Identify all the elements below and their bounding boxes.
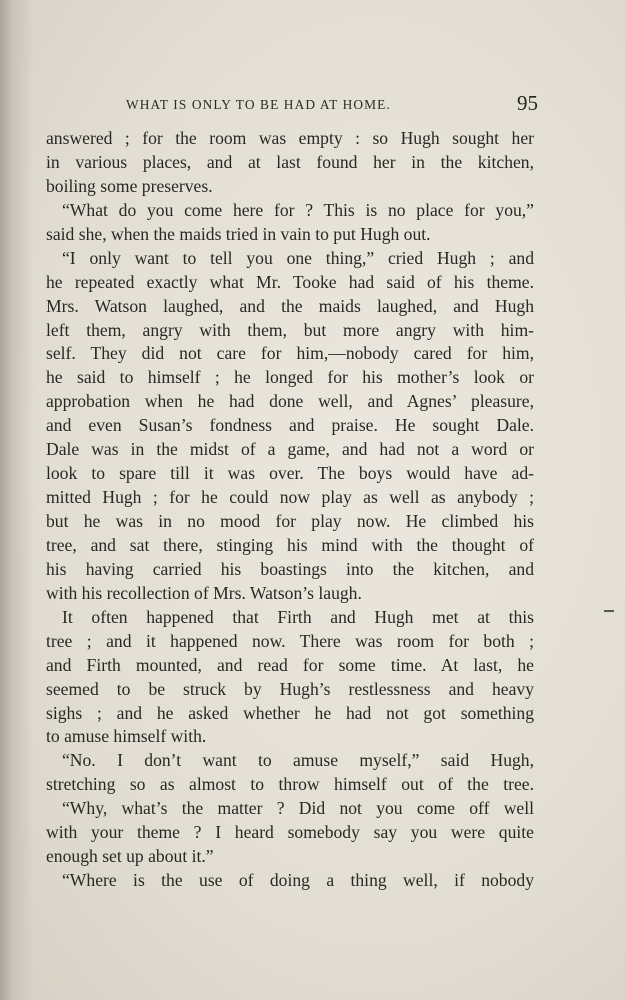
text-line: “No. I don’t want to amuse myself,” said Hugh, (62, 750, 534, 771)
text-line: with your theme ? I heard somebody say you were quite (46, 822, 534, 843)
text-line: “Where is the use of doing a thing well, if nobody (62, 870, 534, 891)
text-line: boiling some preserves. (46, 175, 213, 196)
text-line: he said to himself ; he longed for his mother’s look or (46, 367, 534, 388)
text-line: seemed to be struck by Hugh’s restlessness and heavy (46, 678, 534, 699)
text-line: left them, angry with them, but more angry with him- (46, 319, 534, 340)
text-line: Mrs. Watson laughed, and the maids laughed, and Hugh (46, 295, 534, 316)
text-line: to amuse himself with. (46, 726, 207, 747)
text-line: said she, when the maids tried in vain to put Hugh out. (46, 223, 431, 244)
text-line: and Firth mounted, and read for some time. At last, he (46, 654, 534, 675)
text-line: “I only want to tell you one thing,” cried Hugh ; and (62, 247, 534, 268)
margin-mark (604, 610, 614, 612)
text-line: “Why, what’s the matter ? Did not you come off well (62, 798, 534, 819)
text-line: stretching so as almost to throw himself out of the tree. (46, 774, 534, 795)
text-line: in various places, and at last found her in the kitchen, (46, 151, 534, 172)
text-line: his having carried his boastings into the kitchen, and (46, 558, 534, 579)
text-line: look to spare till it was over. The boys would have ad- (46, 463, 534, 484)
text-line: he repeated exactly what Mr. Tooke had said of his theme. (46, 271, 534, 292)
page-number: 95 (517, 91, 538, 115)
text-line: with his recollection of Mrs. Watson’s laugh. (46, 582, 362, 603)
text-line: It often happened that Firth and Hugh met at this (62, 606, 534, 627)
text-line: tree ; and it happened now. There was room for both ; (46, 630, 534, 651)
text-line: answered ; for the room was empty : so Hugh sought her (46, 128, 534, 148)
text-line: but he was in no mood for play now. He climbed his (46, 511, 534, 531)
page-header (48, 91, 538, 117)
text-line: tree, and sat there, stinging his mind with the thought of (46, 534, 534, 555)
text-line: mitted Hugh ; for he could now play as well as anybody ; (46, 487, 534, 508)
text-line: and even Susan’s fondness and praise. He sought Dale. (46, 415, 534, 436)
text-line: approbation when he had done well, and Agnes’ pleasure, (46, 391, 534, 412)
text-line: “What do you come here for ? This is no place for you,” (62, 199, 534, 220)
body-text (46, 127, 534, 893)
binding-shadow (0, 0, 34, 1000)
text-line: enough set up about it.” (46, 846, 214, 867)
text-line: sighs ; and he asked whether he had not got something (46, 702, 534, 723)
text-line: self. They did not care for him,—nobody cared for him, (46, 343, 534, 364)
running-head: WHAT IS ONLY TO BE HAD AT HOME. (126, 97, 391, 112)
text-line: Dale was in the midst of a game, and had not a word or (46, 439, 534, 460)
